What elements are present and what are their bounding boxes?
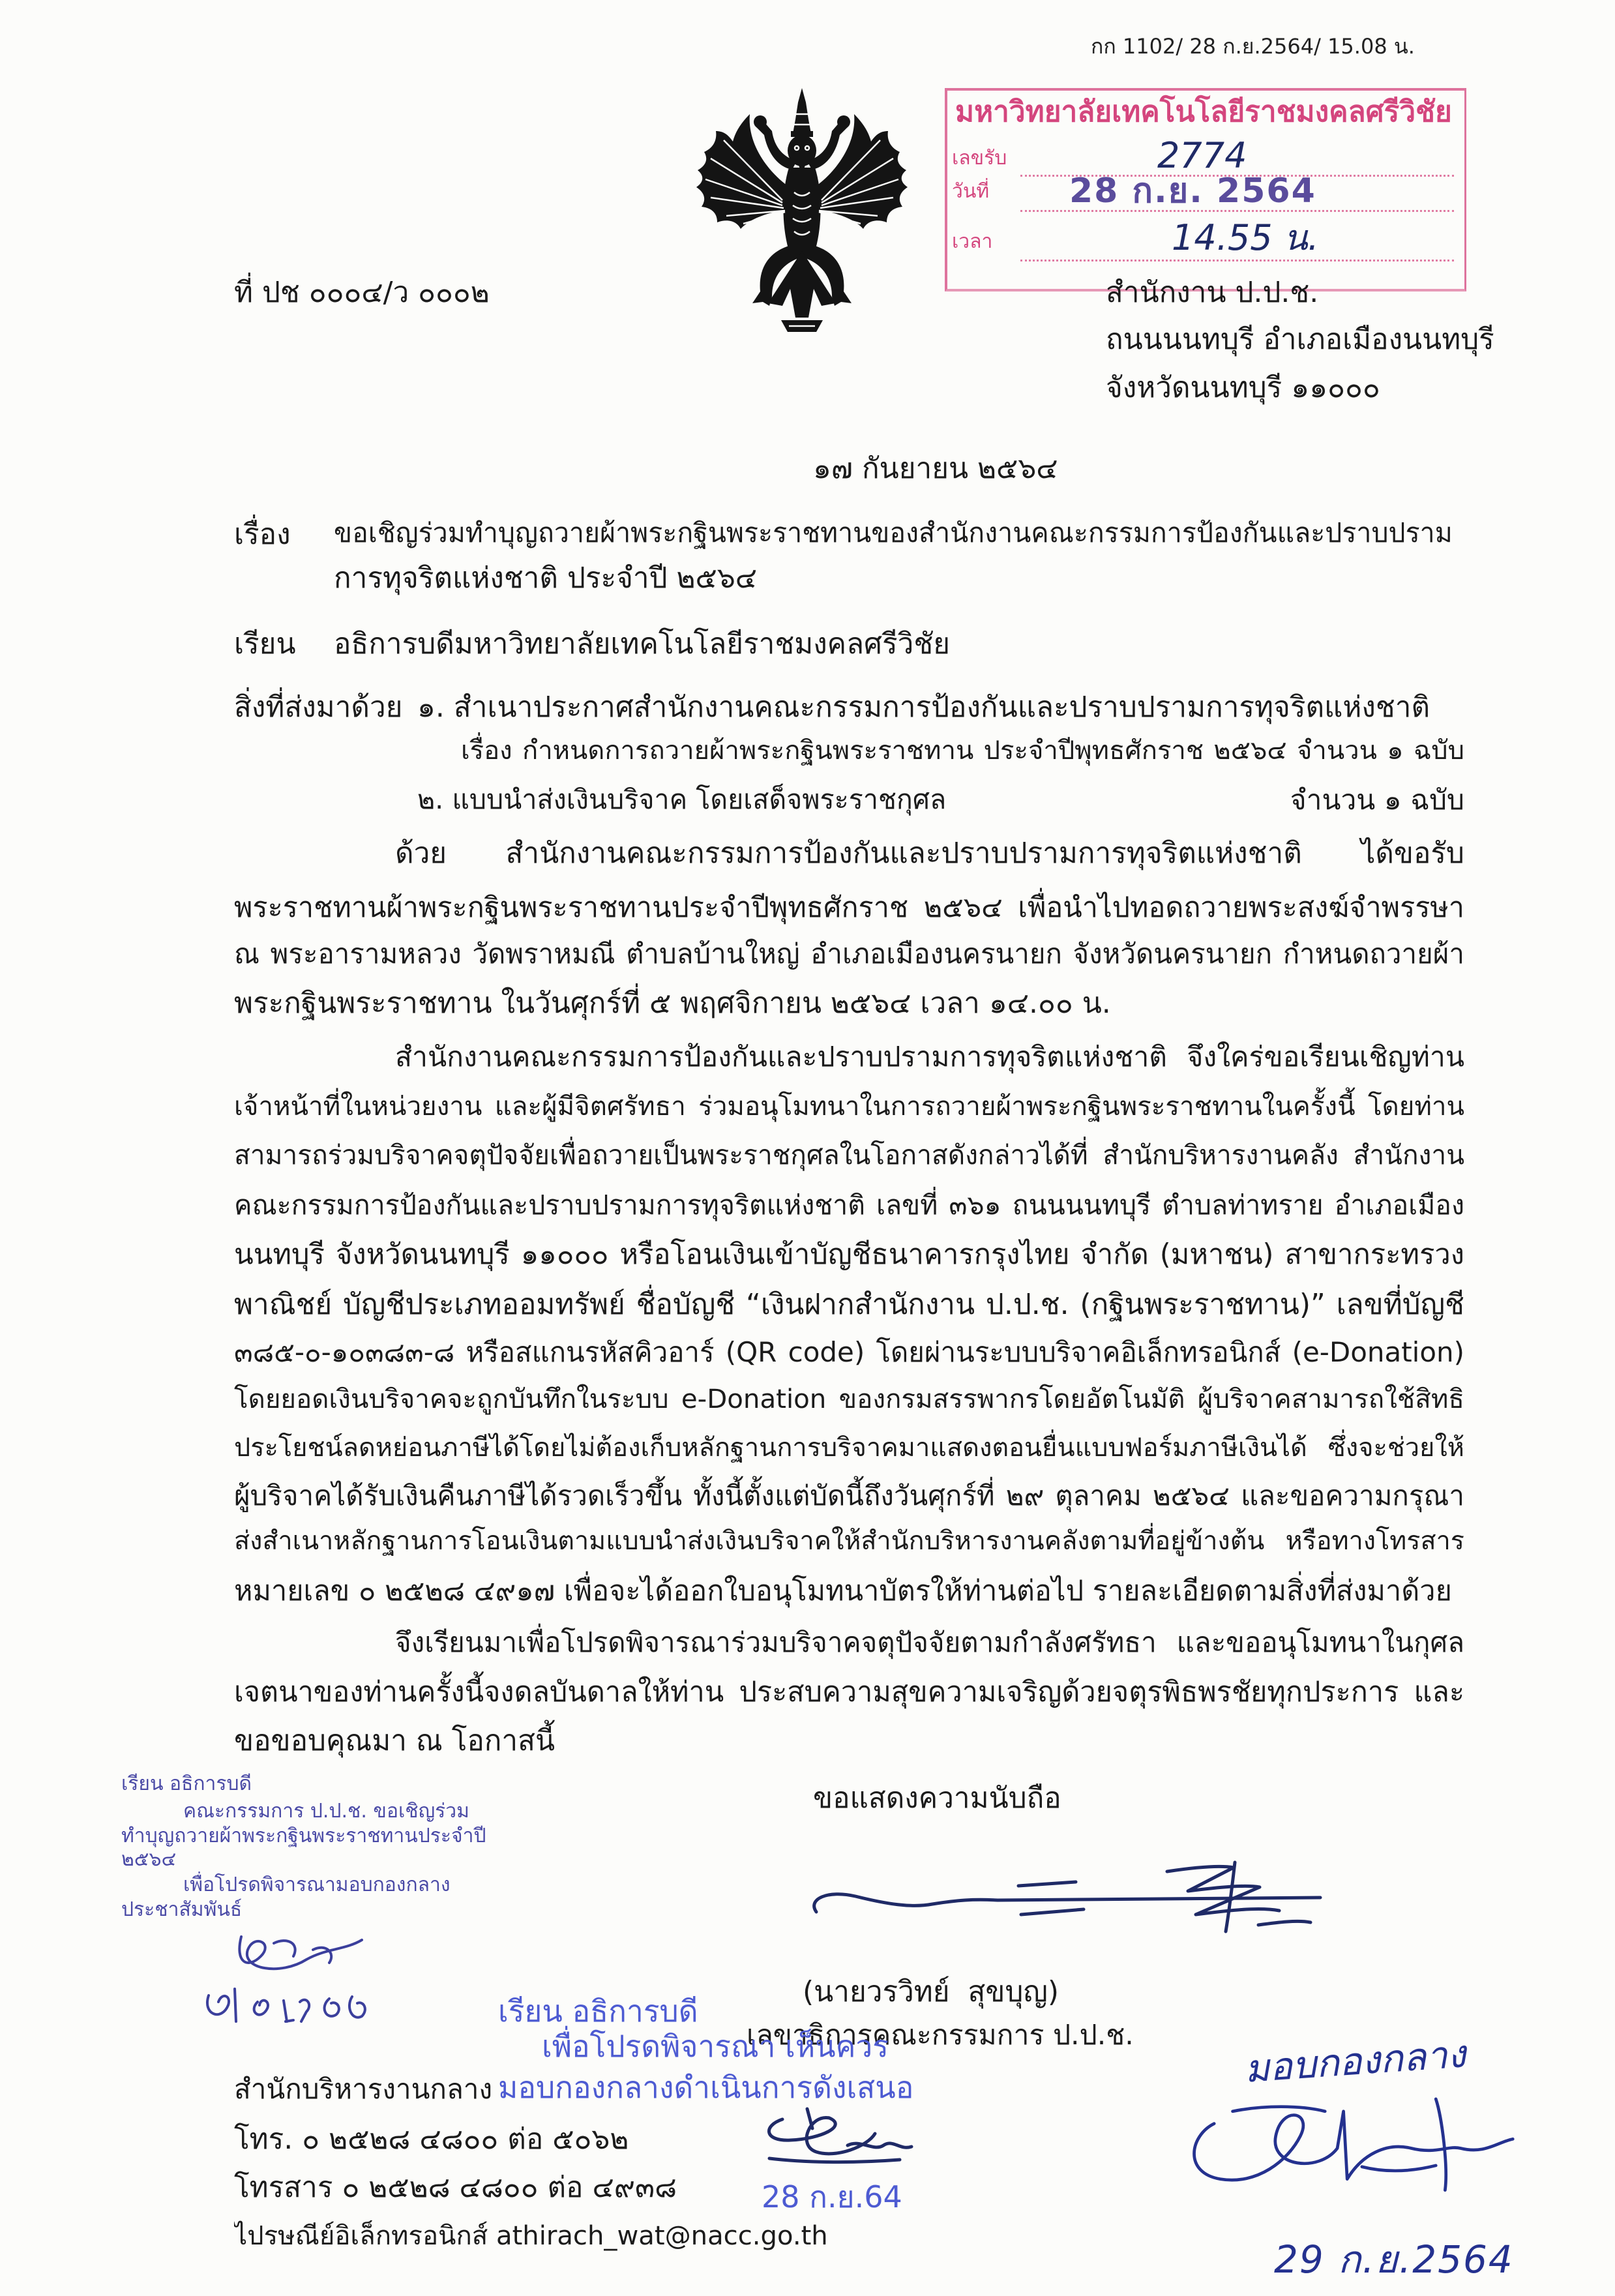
signatory-title: เลขาธิการคณะกรรมการ ป.ป.ช. xyxy=(747,2019,1134,2051)
enclosure-item-1-line-1: ๑. สำเนาประกาศสำนักงานคณะกรรมการป้องกันและปราบปรามการทุจริตแห่งชาติ xyxy=(417,691,1430,724)
approval-stamp-line-2: เพื่อโปรดพิจารณา เห็นควร xyxy=(542,2029,889,2064)
paragraph-2-line-4: คณะกรรมการป้องกันและปราบปรามการทุจริตแห่งชาติ เลขที่ ๓๖๑ ถนนนนทบุรี ตำบลท่าทราย อำเภอเมือง xyxy=(234,1189,1464,1221)
paragraph-2-line-11: ส่งสำเนาหลักฐานการโอนเงินตามแบบนำส่งเงินบริจาคให้สำนักบริหารงานคลังตามที่อยู่ข้างต้น หรือทางโทรสาร xyxy=(234,1526,1464,1556)
paragraph-2-line-12: หมายเลข ๐ ๒๕๒๘ ๔๙๑๗ เพื่อจะได้ออกใบอนุโมทนาบัตรให้ท่านต่อไป รายละเอียดตามสิ่งที่ส่งมาด้วย xyxy=(234,1575,1452,1607)
paragraph-2-line-3: สามารถร่วมบริจาคจตุปัจจัยเพื่อถวายเป็นพระราชกุศลในโอกาสดังกล่าวได้ที่ สำนักบริหารงานคลัง สำนักงาน xyxy=(234,1139,1464,1170)
paragraph-2-line-9: ประโยชน์ลดหย่อนภาษีได้โดยไม่ต้องเก็บหลักฐานการบริจาคมาแสดงตอนยื่นแบบฟอร์มภาษีเงินได้ ซึ่งจะช่วยให้ xyxy=(234,1433,1464,1463)
document-number: ที่ ปช ๐๐๐๔/ว ๐๐๐๒ xyxy=(234,276,490,309)
enclosure-item-2-quantity: จำนวน ๑ ฉบับ xyxy=(1290,784,1464,816)
closing: ขอแสดงความนับถือ xyxy=(813,1782,1061,1815)
paragraph-3-line-3: ขอขอบคุณมา ณ โอกาสนี้ xyxy=(234,1724,556,1757)
contact-phone: โทร. ๐ ๒๕๒๘ ๔๘๐๐ ต่อ ๕๐๖๒ xyxy=(234,2123,629,2156)
paragraph-3-line-2: เจตนาของท่านครั้งนี้จงดลบันดาลให้ท่าน ประสบความสุขความเจริญด้วยจตุรพิธพรชัยทุกประการ และ xyxy=(234,1676,1464,1708)
annotation-right-text: มอบกองกลาง xyxy=(1243,2031,1468,2091)
sender-line-3: จังหวัดนนทบุรี ๑๑๐๐๐ xyxy=(1106,371,1380,404)
main-signature xyxy=(802,1852,1337,1937)
recipient-label: เรียน xyxy=(234,627,296,661)
paragraph-1-line-1: ด้วย สำนักงานคณะกรรมการป้องกันและปราบปรามการทุจริตแห่งชาติ ได้ขอรับ xyxy=(395,837,1464,870)
stamp-receipt-label: เลขรับ xyxy=(952,147,1007,170)
annotation-left-line-5: เพื่อโปรดพิจารณามอบกองกลาง xyxy=(183,1873,451,1896)
annotation-left-line-3: ทำบุญถวายผ้าพระกฐินพระราชทานประจำปี xyxy=(121,1825,486,1847)
contact-office: สำนักบริหารงานกลาง xyxy=(234,2073,493,2105)
enclosure-item-1-line-2: เรื่อง กำหนดการถวายผ้าพระกฐินพระราชทาน ประจำปีพุทธศักราช ๒๕๖๔ จำนวน ๑ ฉบับ xyxy=(461,736,1464,766)
stamp-date-value: 28 ก.ย. 2564 xyxy=(1069,171,1316,211)
enclosures-label: สิ่งที่ส่งมาด้วย xyxy=(234,691,403,724)
stamp-receipt-number: 2774 xyxy=(1157,135,1247,176)
contact-email: ไปรษณีย์อิเล็กทรอนิกส์ athirach_wat@nacc.go.th xyxy=(234,2221,828,2251)
paragraph-1-line-4: พระกฐินพระราชทาน ในวันศุกร์ที่ ๕ พฤศจิกายน ๒๕๖๔ เวลา ๑๔.๐๐ น. xyxy=(234,987,1111,1020)
approval-stamp-line-3: มอบกองกลางดำเนินการดังเสนอ xyxy=(498,2070,914,2105)
reference-note: กก 1102/ 28 ก.ย.2564/ 15.08 น. xyxy=(1091,34,1415,59)
subject-label: เรื่อง xyxy=(234,518,291,551)
document-date: ๑๗ กันยายน ๒๕๖๔ xyxy=(813,452,1058,485)
annotation-left-line-2: คณะกรรมการ ป.ป.ช. ขอเชิญร่วม xyxy=(183,1800,469,1823)
subject-line-2: การทุจริตแห่งชาติ ประจำปี ๒๕๖๔ xyxy=(334,561,758,595)
enclosure-item-2: ๒. แบบนำส่งเงินบริจาค โดยเสด็จพระราชกุศล xyxy=(417,784,947,815)
sender-line-2: ถนนนนทบุรี อำเภอเมืองนนทบุรี xyxy=(1106,323,1494,356)
paragraph-2-line-8: โดยยอดเงินบริจาคจะถูกบันทึกในระบบ e-Donation ของกรมสรรพากรโดยอัตโนมัติ ผู้บริจาคสามารถใช้สิทธิ xyxy=(234,1384,1464,1414)
stamp-time-label: เวลา xyxy=(952,230,993,253)
paragraph-2-line-10: ผู้บริจาคได้รับเงินคืนภาษีได้รวดเร็วขึ้น ทั้งนี้ตั้งแต่บัดนี้ถึงวันศุกร์ที่ ๒๙ ตุลาคม ๒๕๖๔ และขอความกรุณา xyxy=(234,1480,1464,1512)
sender-line-1: สำนักงาน ป.ป.ช. xyxy=(1106,276,1319,309)
paragraph-2-line-2: เจ้าหน้าที่ในหน่วยงาน และผู้มีจิตศรัทธา ร่วมอนุโมทนาในการถวายผ้าพระกฐินพระราชทานในครั้งนี้ โดยท่าน xyxy=(234,1092,1464,1122)
paragraph-1-line-2: พระราชทานผ้าพระกฐินพระราชทานประจำปีพุทธศักราช ๒๕๖๔ เพื่อนำไปทอดถวายพระสงฆ์จำพรรษา xyxy=(234,891,1464,924)
garuda-emblem-icon xyxy=(685,88,919,346)
paragraph-2-line-7: ๓๘๕-๐-๑๐๓๘๓-๘ หรือสแกนรหัสคิวอาร์ (QR code) โดยผ่านระบบบริจาคอิเล็กทรอนิกส์ (e-Donation) xyxy=(234,1336,1464,1368)
left-annotation-signature xyxy=(196,1924,391,2035)
paragraph-2-line-6: พาณิชย์ บัญชีประเภทออมทรัพย์ ชื่อบัญชี “เงินฝากสำนักงาน ป.ป.ช. (กฐินพระราชทาน)” เลขที่บัญชี xyxy=(234,1288,1464,1321)
annotation-right-date: 29 ก.ย.2564 xyxy=(1274,2237,1514,2282)
approval-stamp-date: 28 ก.ย.64 xyxy=(762,2179,902,2214)
annotation-left-line-1: เรียน อธิการบดี xyxy=(121,1772,252,1795)
annotation-left-line-4: ๒๕๖๔ xyxy=(121,1848,177,1871)
stamp-date-label: วันที่ xyxy=(952,180,990,203)
subject-line-1: ขอเชิญร่วมทำบุญถวายผ้าพระกฐินพระราชทานของสำนักงานคณะกรรมการป้องกันและปราบปราม xyxy=(334,517,1453,548)
stamp-university: มหาวิทยาลัยเทคโนโลยีราชมงคลศรีวิชัย xyxy=(955,95,1452,128)
recipient-value: อธิการบดีมหาวิทยาลัยเทคโนโลยีราชมงคลศรีวิชัย xyxy=(334,627,950,661)
annotation-left-line-6: ประชาสัมพันธ์ xyxy=(121,1898,243,1921)
paragraph-1-line-3: ณ พระอารามหลวง วัดพราหมณี ตำบลบ้านใหญ่ อำเภอเมืองนครนายก จังหวัดนครนายก กำหนดถวายผ้า xyxy=(234,938,1464,970)
right-signature xyxy=(1167,2087,1532,2198)
stamp-time-value: 14.55 น. xyxy=(1172,217,1319,258)
contact-fax: โทรสาร ๐ ๒๕๒๘ ๔๘๐๐ ต่อ ๔๙๓๘ xyxy=(234,2171,677,2204)
paragraph-2-line-1: สำนักงานคณะกรรมการป้องกันและปราบปรามการทุจริตแห่งชาติ จึงใคร่ขอเรียนเชิญท่าน xyxy=(395,1041,1464,1073)
signatory-name: (นายวรวิทย์ สุขบุญ) xyxy=(803,1975,1059,2008)
approval-stamp-line-1: เรียน อธิการบดี xyxy=(498,1993,698,2029)
approval-signature xyxy=(750,2100,919,2178)
paragraph-3-line-1: จึงเรียนมาเพื่อโปรดพิจารณาร่วมบริจาคจตุปัจจัยตามกำลังศรัทธา และขออนุโมทนาในกุศล xyxy=(395,1626,1464,1658)
paragraph-2-line-5: นนทบุรี จังหวัดนนทบุรี ๑๑๐๐๐ หรือโอนเงินเข้าบัญชีธนาคารกรุงไทย จำกัด (มหาชน) สาขากระทรวง xyxy=(234,1238,1464,1271)
